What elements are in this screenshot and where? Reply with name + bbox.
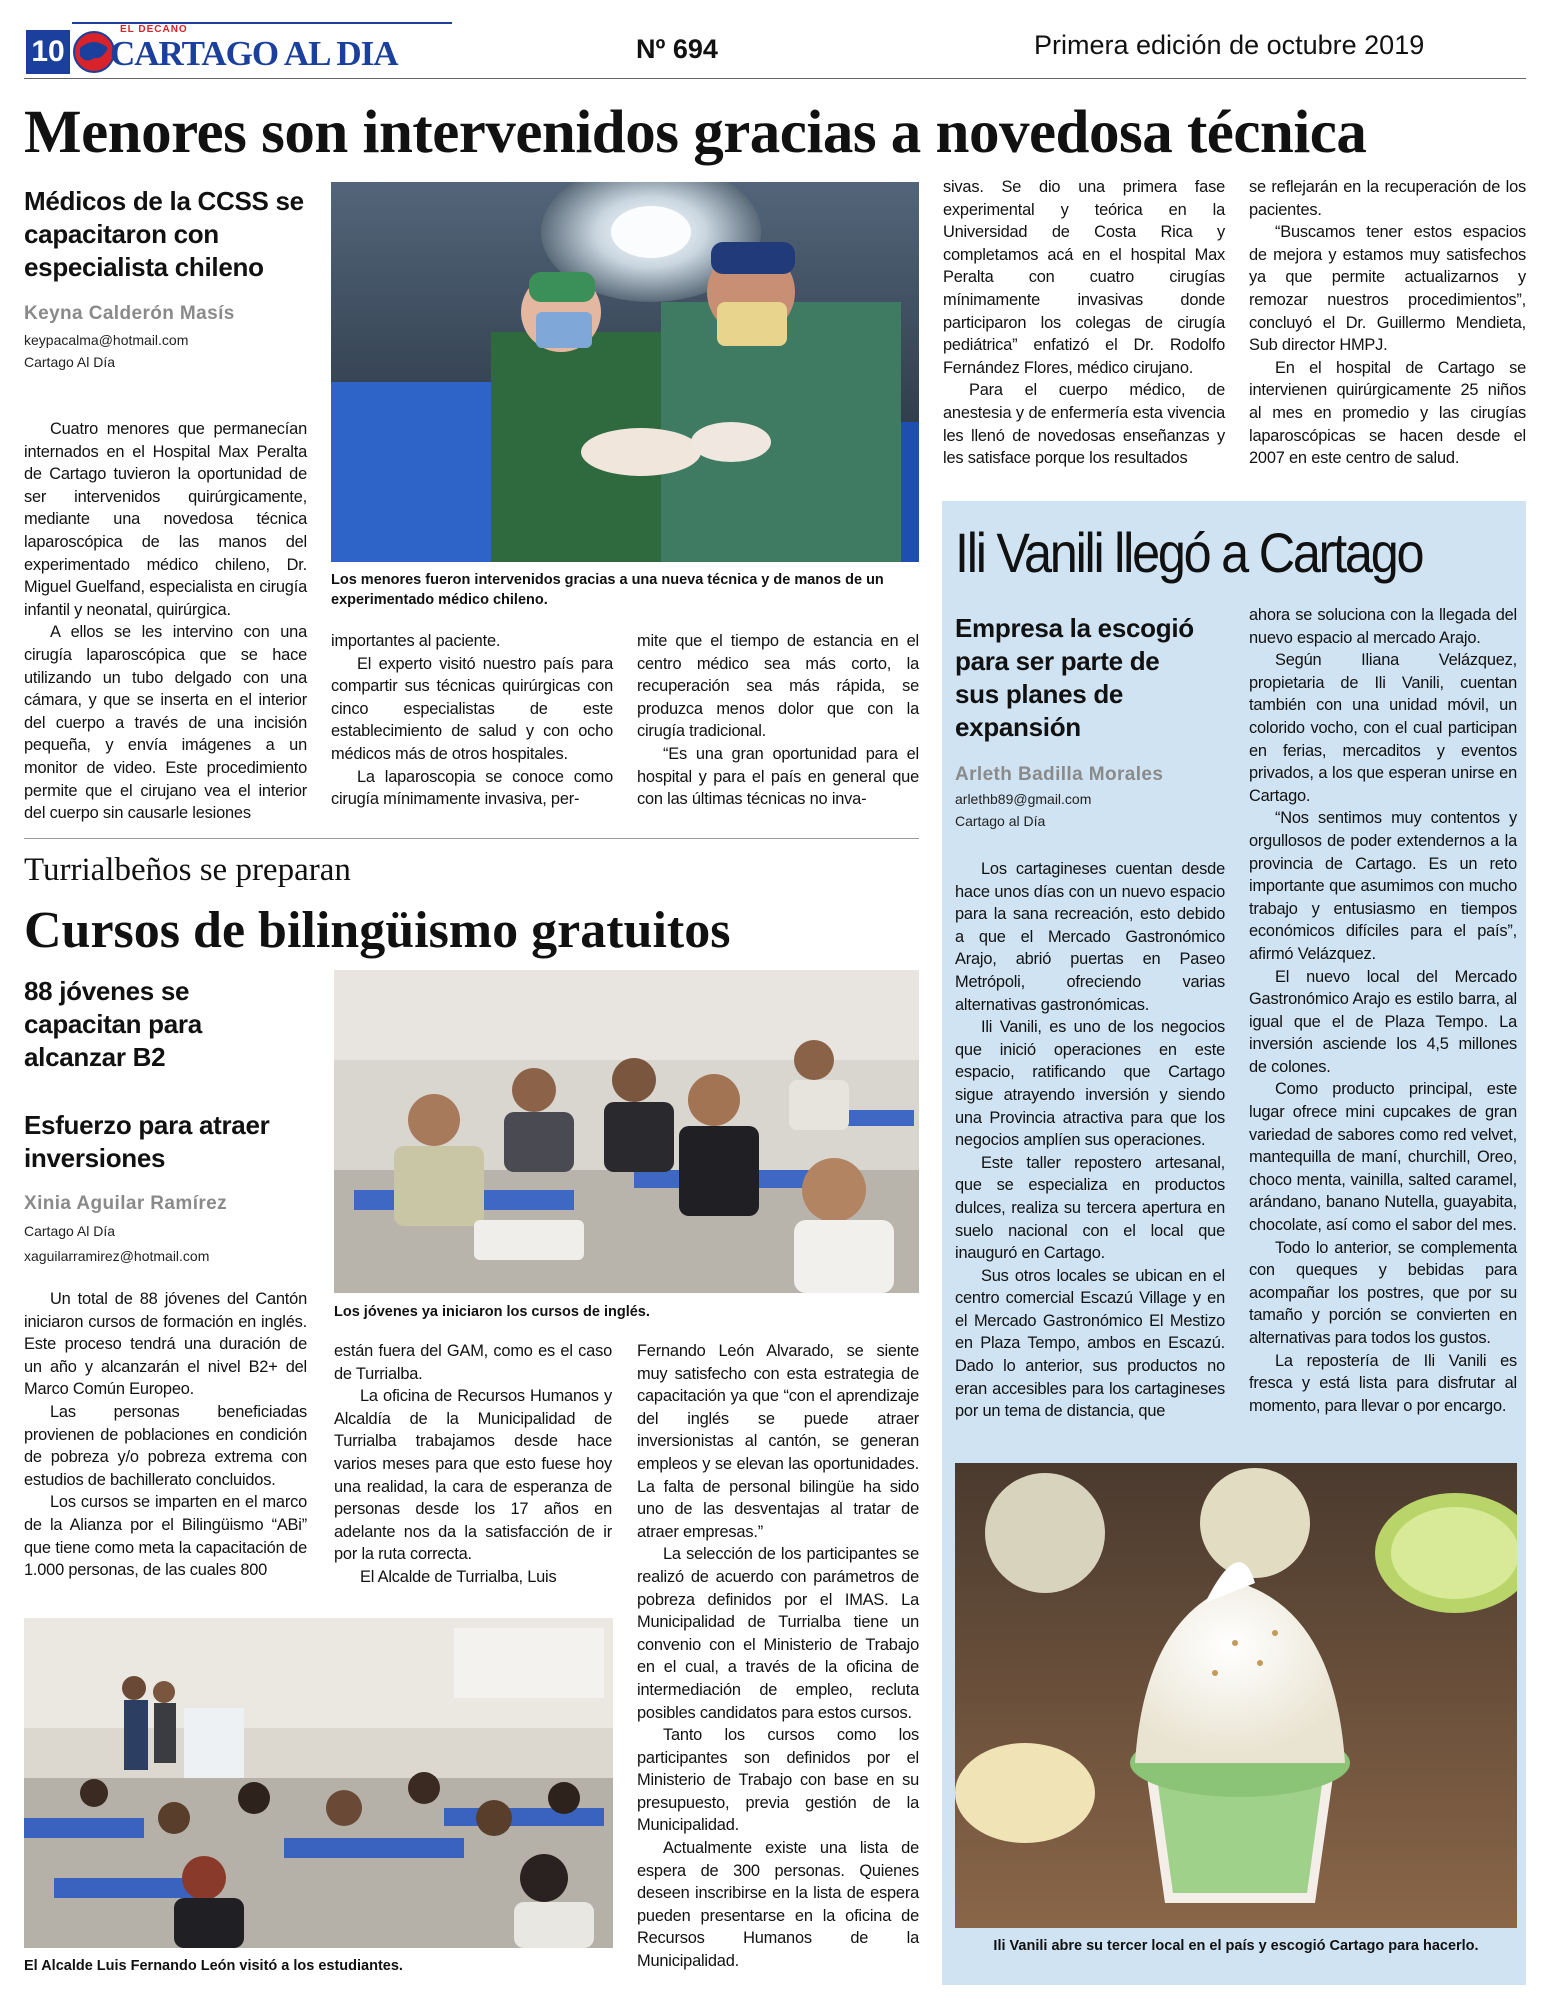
article3-col2 <box>1249 604 1517 1417</box>
paragraph: “Es una gran oportunidad para el hospital y para el país en general que con las últimas técnicas no inva- <box>637 744 919 809</box>
paragraph: “Buscamos tener estos espacios de mejora y estamos muy satisfechos ya que permite actualizarnos y remozar nuestros procedimientos”, concluyó el Dr. Guillermo Mendieta, Sub director HMPJ. <box>1249 223 1526 355</box>
article3-col1 <box>955 858 1225 1423</box>
article1-col1 <box>24 418 307 825</box>
paragraph: Ili Vanili, es uno de los negocios que inició operaciones en este espacio, ratificando que Cartago sigue atrayendo inversión y siendo una Provincia atractiva para que los negocios amplíen sus operaciones. <box>955 1018 1225 1150</box>
paragraph: Como producto principal, este lugar ofrece mini cupcakes de gran variedad de sabores como red velvet, mantequilla de maní, churchill, Oreo, choco menta, vainilla, salted caramel, arándano, banano Nutella, guayabita, chocolate, así como el sabor del mes. <box>1249 1080 1517 1235</box>
cupcake-photo <box>955 1463 1517 1928</box>
article1-col3 <box>637 630 919 811</box>
article2-col3 <box>637 1340 919 1973</box>
article1-byline: Keyna Calderón Masís <box>24 303 235 324</box>
article2-col2 <box>334 1340 612 1589</box>
surgery-photo <box>331 182 919 562</box>
paragraph: Este taller repostero artesanal, que se especializa en productos dulces, realiza su tercera apertura en suelo nacional con el local que inauguró en Cartago. <box>955 1153 1225 1263</box>
paragraph: Un total de 88 jóvenes del Cantón iniciaron cursos de formación en inglés. Este proceso tendrá una duración de un año y alcanzarán el nivel B2+ del Marco Común Europeo. <box>24 1290 307 1399</box>
article1-outlet: Cartago Al Día <box>24 354 116 370</box>
article1-caption: Los menores fueron intervenidos gracias a una nueva técnica y de manos de un experimentado médico chileno. <box>331 572 884 608</box>
paragraph: Tanto los cursos como los participantes son definidos por el Ministerio de Trabajo con base en su presupuesto, previa gestión de la Municipalidad. <box>637 1726 919 1835</box>
article1-col5 <box>1249 176 1526 470</box>
paragraph: La oficina de Recursos Humanos y Alcaldía de la Municipalidad de Turrialba trabajamos desde hace varios meses para que esto fuese hoy una realidad, la cara de esperanza de personas desde los 17 años en adelante nos da la satisfacción de ir por la ruta correcta. <box>334 1387 612 1564</box>
article1-subhead: Médicos de la CCSS se capacitaron con especialista chileno <box>24 186 304 282</box>
paragraph: Los cartagineses cuentan desde hace unos días con un nuevo espacio para la sana recreación, esto debido a que el Mercado Gastronómico Arajo, abrió puertas en Paseo Metrópoli, ofreciendo varias alternativas gastronómicas. <box>955 860 1225 1014</box>
paragraph: La laparoscopia se conoce como cirugía mínimamente invasiva, per- <box>331 767 613 809</box>
article2-outlet: Cartago Al Día <box>24 1223 116 1239</box>
article3-caption: Ili Vanili abre su tercer local en el país y escogió Cartago para hacerlo. <box>993 1938 1479 1954</box>
paragraph: La repostería de Ili Vanili es fresca y está lista para disfrutar al momento, para llevar o por encargo. <box>1249 1351 1517 1415</box>
paragraph: El nuevo local del Mercado Gastronómico Arajo es estilo barra, al igual que el de Plaza Tempo. La inversión asciende los 4,5 millones de colones. <box>1249 967 1517 1076</box>
paragraph: mite que el tiempo de estancia en el centro médico sea más corto, la recuperación sea más rápida, se produzca menos dolor que con la cirugía tradicional. <box>637 632 919 741</box>
paragraph: Sus otros locales se ubican en el centro comercial Escazú Village y en el Mercado Gastronómico El Mestizo en Plaza Tempo, ambos en Escazú. Dado lo anterior, sus productos no eran accesibles para los cartagineses por un tema de distancia, que <box>955 1266 1225 1421</box>
paragraph: Actualmente existe una lista de espera de 300 personas. Quienes deseen inscribirse en la lista de espera pueden presentarse en la oficina de Recursos Humanos de la Municipalidad. <box>637 1839 919 1971</box>
paragraph: se reflejarán en la recuperación de los pacientes. <box>1249 178 1526 219</box>
article1-col2 <box>331 630 613 811</box>
paragraph: ahora se soluciona con la llegada del nuevo espacio al mercado Arajo. <box>1249 606 1517 647</box>
paragraph: sivas. Se dio una primera fase experimental y teórica en la Universidad de Costa Rica y completamos acá en el hospital Max Peralta con cuatro cirugías mínimamente invasivas donde participaron los colegas de cirugía pediátrica” enfatizó el Dr. Rodolfo Fernández Flores, médico cirujano. <box>943 178 1225 377</box>
paragraph: La selección de los participantes se realizó de acuerdo con parámetros de pobreza definidos por el IMAS. La Municipalidad de Turrialba tiene un convenio con el Ministerio de Trabajo en el cual, a través de la oficina de intermediación de empleo, recluta posibles candidatos para estos cursos. <box>637 1545 919 1722</box>
paragraph: El Alcalde de Turrialba, Luis <box>360 1567 557 1586</box>
paragraph: El experto visitó nuestro país para compartir sus técnicas quirúrgicas con cinco especialistas de este establecimiento de salud y con ocho médicos más de otros hospitales. <box>331 654 613 763</box>
edition-date: Primera edición de octubre 2019 <box>1034 30 1425 60</box>
cupcake-photo-illustration <box>955 1463 1517 1928</box>
article2-byline: Xinia Aguilar Ramírez <box>24 1193 228 1214</box>
paragraph: Para el cuerpo médico, de anestesia y de enfermería esta vivencia les llenó de novedosas enseñanzas y les satisface porque los resultados <box>943 381 1225 468</box>
paragraph: Cuatro menores que permanecían internados en el Hospital Max Peralta de Cartago tuvieron la oportunidad de ser intervenidos quirúrgicamente, mediante una novedosa técnica laparoscópica de las manos del experimentado médico chileno, Dr. Miguel Guelfand, especialista en cirugía infantil y neonatal, quirúrgica. <box>24 420 307 619</box>
paragraph: Según Iliana Velázquez, propietaria de Ili Vanili, cuentan también con una unidad móvil, un colorido vocho, con el cual participan en ferias, mercaditos y eventos privados, a los que esperan unirse en Cartago. <box>1249 651 1517 805</box>
paragraph: Los cursos se imparten en el marco de la Alianza por el Bilingüismo “ABi” que tiene como meta la capacitación de 1.000 personas, de las cuales 800 <box>24 1493 307 1580</box>
article3-headline: Ili Vanili llegó a Cartago <box>955 521 1423 584</box>
article1-col4 <box>943 176 1225 470</box>
paragraph: Las personas beneficiadas provienen de poblaciones en condición de pobreza y/o pobreza extrema con estudios de bachillerato concluidos. <box>24 1402 307 1489</box>
paragraph: están fuera del GAM, como es el caso de Turrialba. <box>334 1342 612 1383</box>
page-number: 10 <box>31 35 65 68</box>
article3-email: arlethb89@gmail.com <box>955 791 1092 807</box>
logo-text: CARTAGO AL DIA <box>110 34 398 73</box>
article2-col1 <box>24 1288 307 1582</box>
paragraph: A ellos se les intervino con una cirugía laparoscópica que se hace utilizando un tubo delgado con una cámara, y que se inserta en el interior del cuerpo a través de una incisión pequeña, y envía imágenes a un monitor de video. Este procedimiento permite que el cirujano vea el interior del cuerpo sin causarle lesiones <box>24 623 307 823</box>
article2-email: xaguilarramirez@hotmail.com <box>24 1248 210 1264</box>
article1-headline: Menores son intervenidos gracias a novedosa técnica <box>24 99 1367 166</box>
article2-subhead1: 88 jóvenes se capacitan para alcanzar B2 <box>24 976 202 1072</box>
article3-outlet: Cartago al Día <box>955 813 1046 829</box>
article3-byline: Arleth Badilla Morales <box>955 764 1164 785</box>
article2-headline: Cursos de bilingüismo gratuitos <box>24 902 731 959</box>
classroom-photo <box>334 970 919 1293</box>
logo-small-text: EL DECANO <box>120 24 188 35</box>
mayor-visit-photo <box>24 1618 613 1948</box>
article1-email: keypacalma@hotmail.com <box>24 332 189 348</box>
article2-kicker: Turrialbeños se preparan <box>24 852 351 888</box>
issue-number: Nº 694 <box>636 34 718 64</box>
paragraph: importantes al paciente. <box>331 632 501 650</box>
article3-subhead: Empresa la escogió para ser parte de sus planes de expansión <box>955 613 1194 742</box>
paragraph: En el hospital de Cartago se intervienen quirúrgicamente 25 niños al mes en promedio y las cirugías laparoscópicas se hacen desde el 2007 en este centro de salud. <box>1249 358 1526 468</box>
logo <box>72 22 398 78</box>
classroom-photo-illustration <box>334 970 919 1293</box>
mayor-visit-photo-illustration <box>24 1618 613 1948</box>
paragraph: “Nos sentimos muy contentos y orgullosos de poder extendernos a la provincia de Cartago. Es un reto importante que asumimos con mucho trabajo y entusiasmo en tiempos económicos difíciles para el país”, afirmó Velázquez. <box>1249 809 1517 963</box>
header-bottom-rule <box>24 78 1526 79</box>
article2-caption2: El Alcalde Luis Fernando León visitó a los estudiantes. <box>24 1958 403 1974</box>
section-divider <box>24 838 919 839</box>
article2-caption1: Los jóvenes ya iniciaron los cursos de inglés. <box>334 1304 650 1320</box>
paragraph: Todo lo anterior, se complementa con queques y bebidas para acompañar los postres, que por su tamaño y porción se convierten en alternativas para todos los gustos. <box>1249 1238 1517 1347</box>
article2-subhead2: Esfuerzo para atraer inversiones <box>24 1110 270 1173</box>
header-top-rule <box>72 22 452 24</box>
surgery-photo-illustration <box>331 182 919 562</box>
paragraph: Fernando León Alvarado, se siente muy satisfecho con esta estrategia de capacitación ya que “con el aprendizaje del inglés se puede atraer inversionistas al cantón, se generan empleos y se elevan las oportunidades. La falta de personal bilingüe ha sido uno de las desventajas al tratar de atraer empresas.” <box>637 1342 919 1541</box>
